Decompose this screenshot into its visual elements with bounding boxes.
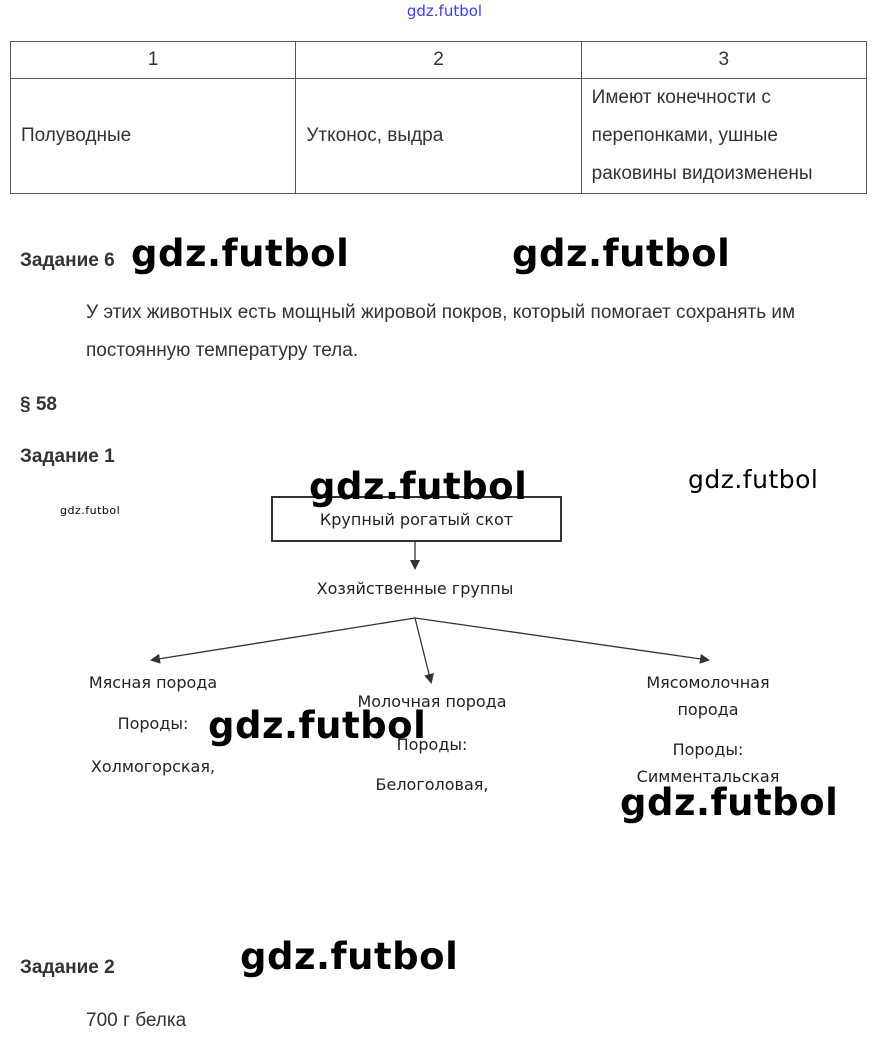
branch-mixed-breeds: Симментальская (636, 767, 780, 786)
branch-meat-breeds: Холмогорская, (90, 757, 216, 776)
branch-mixed-name-line1: Мясомолочная (646, 673, 770, 692)
diagram-root-label: Крупный рогатый скот (319, 509, 514, 529)
watermark-text: gdz.futbol (131, 232, 350, 275)
branch-dairy-breeds-label: Породы: (396, 735, 468, 754)
table-header-cell: 2 (296, 42, 581, 79)
table-cell-group: Полуводные (11, 79, 296, 194)
task1-title: Задание 1 (20, 446, 115, 467)
task6-text: У этих животных есть мощный жировой покров, который помогает сохранять им постоянную температуру тела. (86, 302, 796, 361)
arrow-to-mixed (415, 618, 708, 660)
watermark-text: gdz.futbol (309, 465, 528, 508)
table-cell-features: Имеют конечности с перепонками, ушные раковины видоизменены (581, 79, 866, 194)
table-header-cell: 3 (581, 42, 866, 79)
table-header-cell: 1 (11, 42, 296, 79)
top-watermark: gdz.futbol (406, 2, 483, 20)
task2-text: 700 г белка (86, 1010, 187, 1031)
watermark-text: gdz.futbol (208, 704, 427, 747)
arrow-to-meat (152, 618, 415, 660)
watermark-text: gdz.futbol (240, 935, 459, 978)
branch-meat-breeds-label: Породы: (117, 714, 189, 733)
watermark-text: gdz.futbol (688, 465, 819, 494)
watermark-text: gdz.futbol (620, 781, 839, 824)
table-cell-animals: Утконос, выдра (296, 79, 581, 194)
diagram-middle-label: Хозяйственные группы (316, 579, 514, 598)
branch-mixed-name-line2: порода (677, 700, 739, 719)
task2-title: Задание 2 (20, 957, 115, 978)
branch-dairy-name: Молочная порода (357, 692, 507, 711)
watermark-text: gdz.futbol (60, 504, 121, 517)
branch-dairy-breeds: Белоголовая, (375, 775, 489, 794)
watermark-text: gdz.futbol (512, 232, 731, 275)
branch-meat-name: Мясная порода (88, 673, 218, 692)
branch-mixed-breeds-label: Породы: (672, 740, 744, 759)
task6-title: Задание 6 (20, 250, 115, 271)
section-number: § 58 (20, 394, 57, 415)
arrow-to-dairy (415, 618, 431, 682)
